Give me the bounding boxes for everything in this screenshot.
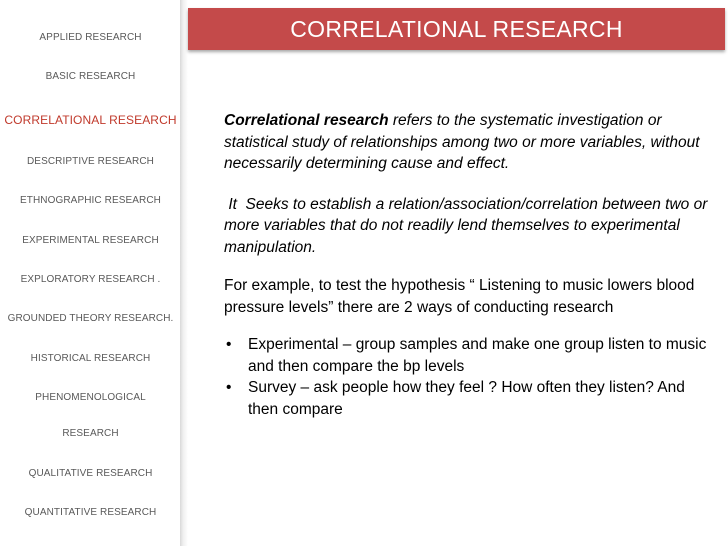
sidebar-item-historical-research[interactable]: HISTORICAL RESEARCH — [30, 353, 151, 364]
sidebar-item-ethnographic-research[interactable]: ETHNOGRAPHIC RESEARCH — [19, 195, 161, 206]
bullet-icon: • — [226, 379, 232, 396]
sidebar-item-grounded-theory-research[interactable]: GROUNDED THEORY RESEARCH. — [7, 313, 174, 324]
sidebar-item-qualitative-research[interactable]: QUALITATIVE RESEARCH — [28, 468, 153, 479]
bullet-text: Survey – ask people how they feel ? How often they listen? And then compare — [248, 379, 685, 418]
sidebar-item-experimental-research[interactable]: EXPERIMENTAL RESEARCH — [22, 235, 159, 246]
list-item — [224, 334, 714, 377]
sidebar-divider — [180, 0, 188, 546]
sidebar-item-descriptive-research[interactable]: DESCRIPTIVE RESEARCH — [26, 156, 155, 167]
sidebar-nav — [0, 0, 181, 546]
page-title: CORRELATIONAL RESEARCH — [290, 15, 623, 42]
sidebar-item-applied-research[interactable]: APPLIED RESEARCH — [39, 32, 142, 43]
definition-paragraph — [224, 110, 714, 175]
bullet-list — [224, 334, 714, 420]
sidebar-item-basic-research[interactable]: BASIC RESEARCH — [45, 71, 136, 82]
sidebar-item-correlational-research[interactable]: CORRELATIONAL RESEARCH — [4, 113, 177, 127]
sidebar-item-quantitative-research[interactable]: QUANTITATIVE RESEARCH — [24, 507, 157, 518]
title-bar — [188, 8, 725, 50]
sidebar-item-exploratory-research[interactable]: EXPLORATORY RESEARCH . — [20, 274, 161, 285]
bullet-text: Experimental – group samples and make one group listen to music and then compare the bp levels — [248, 336, 707, 375]
sidebar-item-phenomenological[interactable]: PHENOMENOLOGICAL — [35, 392, 146, 403]
example-paragraph: For example, to test the hypothesis “ Listening to music lowers blood pressure levels” there are 2 ways of conducting research — [224, 277, 695, 316]
sidebar-item-phenomenological-research[interactable]: RESEARCH — [62, 428, 119, 439]
definition-text: refers to the systematic investigation or statistical study of relationships among two or more variables, without necessarily determining cause and effect. — [224, 112, 700, 172]
definition-term: Correlational research — [224, 112, 389, 129]
list-item — [224, 377, 714, 420]
slide-content — [224, 110, 714, 420]
purpose-paragraph: It Seeks to establish a relation/association/correlation between two or more variables that do not readily lend themselves to experimental manipulation. — [224, 195, 712, 256]
bullet-icon: • — [226, 336, 232, 353]
